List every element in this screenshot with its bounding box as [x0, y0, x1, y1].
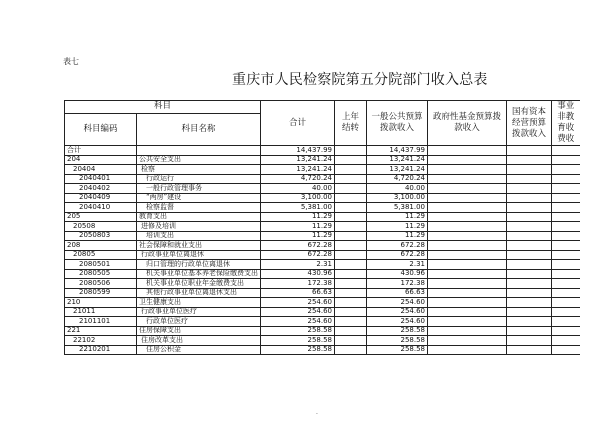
cell-total: 5,381.00 — [261, 203, 335, 213]
table-row — [65, 155, 580, 165]
cell-total: 11.29 — [261, 212, 335, 222]
cell-business-partial — [552, 298, 580, 308]
cell-state-capital — [507, 212, 552, 222]
page-title: 重庆市人民检察院第五分院部门收入总表 — [232, 72, 488, 88]
header-business-partial-body: 非教育收费收 — [557, 112, 575, 144]
cell-total: 13,241.24 — [261, 165, 335, 175]
cell-carryover — [335, 307, 367, 317]
cell-carryover — [335, 184, 367, 194]
cell-general-budget: 258.58 — [367, 336, 428, 346]
cell-business-partial — [552, 146, 580, 156]
header-state-capital: 国有资本经营预算拨款收入 — [507, 101, 552, 146]
cell-business-partial — [552, 317, 580, 327]
cell-general-budget: 4,720.24 — [367, 174, 428, 184]
cell-fund-budget — [428, 317, 507, 327]
cell-name: 行政运行 — [137, 174, 261, 184]
income-table — [64, 100, 580, 355]
cell-general-budget: 66.63 — [367, 288, 428, 298]
header-name: 科目名称 — [137, 113, 261, 145]
cell-name: 社会保障和就业支出 — [137, 241, 261, 251]
header-fund-budget: 政府性基金预算拨款收入 — [428, 101, 507, 146]
cell-fund-budget — [428, 174, 507, 184]
cell-name: 进修及培训 — [137, 222, 261, 232]
table-row — [65, 317, 580, 327]
cell-fund-budget — [428, 203, 507, 213]
table-row — [65, 307, 580, 317]
cell-name: 公共安全支出 — [137, 155, 261, 165]
cell-fund-budget — [428, 222, 507, 232]
cell-state-capital — [507, 174, 552, 184]
cell-state-capital — [507, 317, 552, 327]
cell-total: 430.96 — [261, 269, 335, 279]
cell-total: 14,437.99 — [261, 146, 335, 156]
cell-fund-budget — [428, 193, 507, 203]
cell-carryover — [335, 222, 367, 232]
cell-carryover — [335, 231, 367, 241]
cell-code: 2101101 — [65, 317, 137, 327]
cell-state-capital — [507, 336, 552, 346]
cell-state-capital — [507, 146, 552, 156]
cell-name: 住房保障支出 — [137, 326, 261, 336]
cell-business-partial — [552, 336, 580, 346]
cell-code: 2040401 — [65, 174, 137, 184]
cell-total: 258.58 — [261, 345, 335, 355]
cell-code: 2040402 — [65, 184, 137, 194]
table-row — [65, 298, 580, 308]
cell-general-budget: 11.29 — [367, 222, 428, 232]
cell-code: 2050803 — [65, 231, 137, 241]
cell-business-partial — [552, 165, 580, 175]
cell-carryover — [335, 288, 367, 298]
cell-carryover — [335, 298, 367, 308]
cell-code: 210 — [65, 298, 137, 308]
cell-business-partial — [552, 174, 580, 184]
cell-state-capital — [507, 288, 552, 298]
cell-fund-budget — [428, 184, 507, 194]
cell-name: 住房公积金 — [137, 345, 261, 355]
cell-fund-budget — [428, 231, 507, 241]
header-general-budget: 一般公共预算拨款收入 — [367, 101, 428, 146]
cell-carryover — [335, 260, 367, 270]
cell-state-capital — [507, 184, 552, 194]
cell-fund-budget — [428, 260, 507, 270]
cell-name: 归口管理的行政单位离退休 — [137, 260, 261, 270]
cell-state-capital — [507, 250, 552, 260]
cell-total: 4,720.24 — [261, 174, 335, 184]
cell-general-budget: 13,241.24 — [367, 165, 428, 175]
cell-fund-budget — [428, 241, 507, 251]
cell-total: 258.58 — [261, 336, 335, 346]
cell-name — [137, 146, 261, 156]
cell-business-partial — [552, 241, 580, 251]
cell-name: 培训支出 — [137, 231, 261, 241]
cell-general-budget: 5,381.00 — [367, 203, 428, 213]
cell-total: 2.31 — [261, 260, 335, 270]
table-label: 表七 — [63, 57, 79, 66]
header-carryover: 上年结转 — [335, 101, 367, 146]
cell-total: 172.38 — [261, 279, 335, 289]
page-footer-mark: · — [316, 411, 318, 418]
cell-carryover — [335, 212, 367, 222]
cell-business-partial — [552, 250, 580, 260]
cell-state-capital — [507, 298, 552, 308]
cell-business-partial — [552, 184, 580, 194]
cell-carryover — [335, 279, 367, 289]
cell-total: 3,100.00 — [261, 193, 335, 203]
table-row — [65, 146, 580, 156]
cell-state-capital — [507, 345, 552, 355]
header-business-partial — [552, 101, 580, 146]
cell-state-capital — [507, 279, 552, 289]
cell-state-capital — [507, 260, 552, 270]
cell-general-budget: 14,437.99 — [367, 146, 428, 156]
cell-total: 254.60 — [261, 307, 335, 317]
cell-fund-budget — [428, 165, 507, 175]
cell-carryover — [335, 193, 367, 203]
cell-business-partial — [552, 212, 580, 222]
cell-name: 行政事业单位医疗 — [137, 307, 261, 317]
table-row — [65, 203, 580, 213]
table-row — [65, 260, 580, 270]
cell-general-budget: 672.28 — [367, 241, 428, 251]
cell-name: 行政事业单位离退休 — [137, 250, 261, 260]
cell-business-partial — [552, 222, 580, 232]
cell-business-partial — [552, 260, 580, 270]
cell-carryover — [335, 336, 367, 346]
table-row — [65, 241, 580, 251]
cell-carryover — [335, 317, 367, 327]
cell-state-capital — [507, 165, 552, 175]
cell-general-budget: 3,100.00 — [367, 193, 428, 203]
cell-fund-budget — [428, 288, 507, 298]
cell-general-budget: 254.60 — [367, 298, 428, 308]
cell-state-capital — [507, 326, 552, 336]
cell-total: 254.60 — [261, 317, 335, 327]
cell-business-partial — [552, 269, 580, 279]
cell-carryover — [335, 250, 367, 260]
cell-carryover — [335, 174, 367, 184]
cell-code: 20508 — [65, 222, 137, 232]
table-row — [65, 174, 580, 184]
cell-total: 672.28 — [261, 250, 335, 260]
cell-state-capital — [507, 155, 552, 165]
cell-general-budget: 254.60 — [367, 307, 428, 317]
cell-fund-budget — [428, 155, 507, 165]
cell-name: 住房改革支出 — [137, 336, 261, 346]
cell-general-budget: 254.60 — [367, 317, 428, 327]
cell-carryover — [335, 345, 367, 355]
cell-general-budget: 430.96 — [367, 269, 428, 279]
table-row — [65, 250, 580, 260]
cell-code: 20805 — [65, 250, 137, 260]
cell-state-capital — [507, 231, 552, 241]
cell-name: 检察 — [137, 165, 261, 175]
cell-state-capital — [507, 307, 552, 317]
table-row — [65, 165, 580, 175]
cell-business-partial — [552, 193, 580, 203]
table-row — [65, 222, 580, 232]
cell-code: 2080506 — [65, 279, 137, 289]
cell-general-budget: 11.29 — [367, 231, 428, 241]
cell-general-budget: 672.28 — [367, 250, 428, 260]
cell-business-partial — [552, 307, 580, 317]
cell-state-capital — [507, 269, 552, 279]
cell-total: 13,241.24 — [261, 155, 335, 165]
table-row — [65, 184, 580, 194]
cell-fund-budget — [428, 307, 507, 317]
table-row — [65, 345, 580, 355]
cell-total: 672.28 — [261, 241, 335, 251]
cell-code: 22102 — [65, 336, 137, 346]
header-code: 科目编码 — [65, 113, 137, 145]
cell-state-capital — [507, 203, 552, 213]
table-row — [65, 326, 580, 336]
cell-carryover — [335, 165, 367, 175]
cell-total: 258.58 — [261, 326, 335, 336]
cell-code: 2080505 — [65, 269, 137, 279]
cell-name: 教育支出 — [137, 212, 261, 222]
cell-code: 205 — [65, 212, 137, 222]
cell-name: “两房”建设 — [137, 193, 261, 203]
cell-state-capital — [507, 241, 552, 251]
cell-total: 66.63 — [261, 288, 335, 298]
cell-general-budget: 172.38 — [367, 279, 428, 289]
cell-name: 卫生健康支出 — [137, 298, 261, 308]
cell-state-capital — [507, 193, 552, 203]
cell-total: 11.29 — [261, 222, 335, 232]
cell-business-partial — [552, 326, 580, 336]
cell-business-partial — [552, 288, 580, 298]
cell-code: 21011 — [65, 307, 137, 317]
cell-business-partial — [552, 345, 580, 355]
cell-carryover — [335, 146, 367, 156]
cell-code: 2080599 — [65, 288, 137, 298]
table-row — [65, 279, 580, 289]
cell-fund-budget — [428, 146, 507, 156]
cell-code: 20404 — [65, 165, 137, 175]
cell-business-partial — [552, 155, 580, 165]
cell-name: 一般行政管理事务 — [137, 184, 261, 194]
table-row — [65, 269, 580, 279]
cell-carryover — [335, 241, 367, 251]
cell-name: 行政单位医疗 — [137, 317, 261, 327]
cell-code: 208 — [65, 241, 137, 251]
cell-general-budget: 258.58 — [367, 326, 428, 336]
cell-name: 机关事业单位职业年金缴费支出 — [137, 279, 261, 289]
cell-carryover — [335, 326, 367, 336]
table-row — [65, 336, 580, 346]
cell-business-partial — [552, 231, 580, 241]
cell-name: 机关事业单位基本养老保险缴费支出 — [137, 269, 261, 279]
cell-carryover — [335, 203, 367, 213]
cell-code: 2210201 — [65, 345, 137, 355]
cell-fund-budget — [428, 298, 507, 308]
cell-general-budget: 2.31 — [367, 260, 428, 270]
table-row — [65, 288, 580, 298]
header-total: 合计 — [261, 101, 335, 146]
table-body — [65, 146, 580, 355]
cell-carryover — [335, 269, 367, 279]
cell-code: 2040409 — [65, 193, 137, 203]
cell-code: 合计 — [65, 146, 137, 156]
cell-business-partial — [552, 279, 580, 289]
cell-code: 2040410 — [65, 203, 137, 213]
cell-general-budget: 40.00 — [367, 184, 428, 194]
cell-code: 2080501 — [65, 260, 137, 270]
cell-fund-budget — [428, 336, 507, 346]
cell-business-partial — [552, 203, 580, 213]
header-business-partial-top: 事业 — [557, 101, 575, 111]
cell-fund-budget — [428, 269, 507, 279]
cell-general-budget: 13,241.24 — [367, 155, 428, 165]
cell-general-budget: 258.58 — [367, 345, 428, 355]
cell-carryover — [335, 155, 367, 165]
cell-fund-budget — [428, 250, 507, 260]
cell-total: 40.00 — [261, 184, 335, 194]
cell-code: 204 — [65, 155, 137, 165]
cell-fund-budget — [428, 279, 507, 289]
cell-fund-budget — [428, 212, 507, 222]
table-row — [65, 193, 580, 203]
cell-name: 其他行政事业单位离退休支出 — [137, 288, 261, 298]
cell-fund-budget — [428, 326, 507, 336]
cell-total: 11.29 — [261, 231, 335, 241]
header-subject-group: 科目 — [65, 101, 261, 114]
cell-fund-budget — [428, 345, 507, 355]
table-row — [65, 212, 580, 222]
cell-name: 检察监督 — [137, 203, 261, 213]
cell-general-budget: 11.29 — [367, 212, 428, 222]
cell-total: 254.60 — [261, 298, 335, 308]
cell-code: 221 — [65, 326, 137, 336]
table-row — [65, 231, 580, 241]
cell-state-capital — [507, 222, 552, 232]
